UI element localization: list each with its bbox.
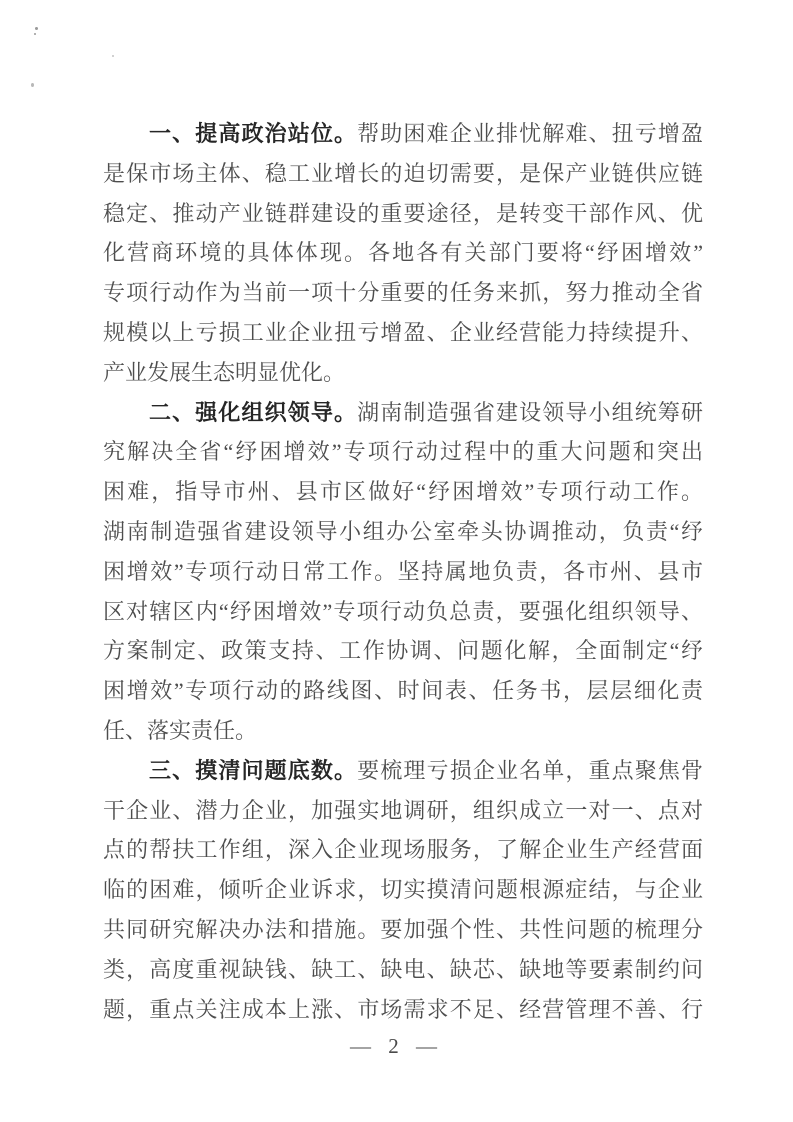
- text-line: 共同研究解决办法和措施。要加强个性、共性问题的梳理分: [103, 916, 703, 942]
- paragraph-heading: 二、强化组织领导。: [149, 399, 358, 425]
- document-body: [103, 114, 703, 1029]
- paragraph-text: 要梳理亏损企业名单，重点聚焦骨: [357, 757, 703, 783]
- text-line: 类，高度重视缺钱、缺工、缺电、缺芯、缺地等要素制约问: [103, 956, 703, 982]
- text-line: 困增效”专项行动的路线图、时间表、任务书，层层细化责: [103, 678, 703, 704]
- paragraph-first-line: [103, 114, 703, 154]
- paragraph-heading: 三、摸清问题底数。: [149, 757, 358, 783]
- paragraph-text: 帮助困难企业排忧解难、扭亏增盈: [357, 121, 703, 146]
- paragraph-last-line: 产业发展生态明显优化。: [103, 359, 346, 385]
- text-line: 专项行动作为当前一项十分重要的任务来抓，努力推动全省: [103, 280, 703, 306]
- scan-speck: [35, 27, 38, 30]
- paragraph-last-line: 任、落实责任。: [103, 717, 258, 743]
- text-line: 点的帮扶工作组，深入企业现场服务，了解企业生产经营面: [103, 837, 703, 863]
- text-line: 临的困难，倾听企业诉求，切实摸清问题根源症结，与企业: [103, 877, 703, 903]
- page-number: — 2 —: [350, 1034, 443, 1058]
- paragraph-first-line: [103, 751, 703, 791]
- text-line: 是保市场主体、稳工业增长的迫切需要，是保产业链供应链: [103, 160, 703, 186]
- paragraph-heading: 一、提高政治站位。: [149, 121, 358, 146]
- scan-speck: [34, 33, 36, 35]
- page-footer: [0, 1031, 793, 1061]
- text-line: 方案制定、政策支持、工作协调、问题化解，全面制定“纾: [103, 638, 703, 664]
- scan-speck: [112, 55, 114, 57]
- text-line: 湖南制造强省建设领导小组办公室牵头协调推动，负责“纾: [103, 518, 703, 544]
- text-line: 干企业、潜力企业，加强实地调研，组织成立一对一、点对: [103, 797, 703, 823]
- paragraph-first-line: [103, 393, 703, 433]
- scan-speck: [31, 83, 34, 87]
- text-line: 规模以上亏损工业企业扭亏增盈、企业经营能力持续提升、: [103, 319, 703, 345]
- text-line: 困增效”专项行动日常工作。坚持属地负责，各市州、县市: [103, 558, 703, 584]
- text-line: 困难，指导市州、县市区做好“纾困增效”专项行动工作。: [103, 479, 703, 505]
- text-line: 化营商环境的具体体现。各地各有关部门要将“纾困增效”: [103, 240, 703, 266]
- text-line: 稳定、推动产业链群建设的重要途径，是转变干部作风、优: [103, 200, 703, 226]
- text-line: 区对辖区内“纾困增效”专项行动负总责，要强化组织领导、: [103, 598, 703, 624]
- paragraph-last-line: 题，重点关注成本上涨、市场需求不足、经营管理不善、行: [103, 996, 703, 1022]
- paragraph-text: 湖南制造强省建设领导小组统筹研: [357, 399, 703, 425]
- text-line: 究解决全省“纾困增效”专项行动过程中的重大问题和突出: [103, 439, 703, 465]
